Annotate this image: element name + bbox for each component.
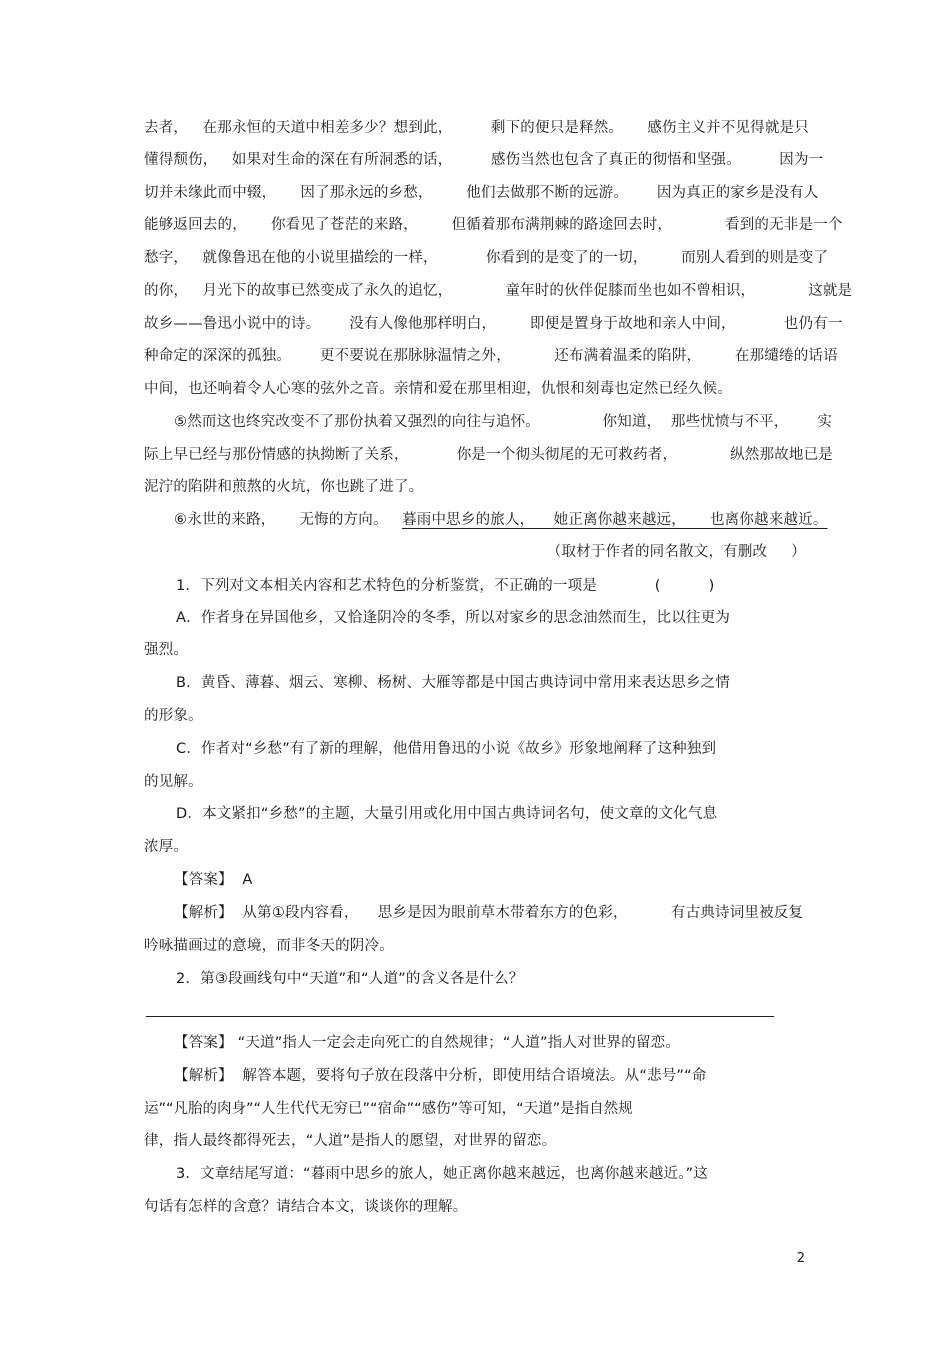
passage-line: 切并未缘此而中辍， 因了那永远的乡愁， 他们去做那不断的远游。 因为真正的家乡是没有人	[144, 185, 819, 201]
passage-line: 种命定的深深的孤独。 更不要说在那脉脉温情之外， 还布满着温柔的陷阱， 在那缱绻的话语	[144, 348, 838, 364]
analysis-1-cont: 吟咏描画过的意境，而非冬天的阴冷。	[144, 938, 394, 954]
paragraph-5-line: 际上早已经与那份情感的执拗断了关系， 你是一个彻头彻尾的无可救药者， 纵然那故地已是	[144, 447, 833, 463]
answer-blank-line	[146, 1016, 774, 1017]
page-number: 2	[796, 1251, 805, 1266]
source-note: （取材于作者的同名散文，有删改 ）	[546, 544, 806, 560]
option-a: A．作者身在异国他乡，又恰逢阴冷的冬季，所以对家乡的思念油然而生，比以往更为	[176, 610, 731, 626]
question-3-stem-cont: 句话有怎样的含意？请结合本文，谈谈你的理解。	[144, 1199, 468, 1215]
passage-line: 去者， 在那永恒的天道中相差多少？想到此， 剩下的便只是释然。 感伤主义并不见得就是只	[144, 120, 809, 136]
answer-2: 【答案】 “天道”指人一定会走向死亡的自然规律；“人道”指人对世界的留恋。	[174, 1035, 681, 1051]
answer-1: 【答案】 A	[174, 872, 253, 888]
option-a-cont: 强烈。	[144, 642, 189, 658]
analysis-2: 【解析】 解答本题，要将句子放在段落中分析，即使用结合语境法。从“悲号”“命	[174, 1068, 707, 1084]
paragraph-5-line: ⑤然而这也终究改变不了那份执着又强烈的向往与追怀。 你知道， 那些忧愤与不平， 实	[174, 414, 833, 430]
question-3-stem: 3．文章结尾写道：“暮雨中思乡的旅人，她正离你越来越远，也离你越来越近。”这	[176, 1166, 709, 1182]
paragraph-6-text: ⑥永世的来路， 无悔的方向。	[174, 512, 403, 528]
option-b-cont: 的形象。	[144, 708, 203, 724]
analysis-2-cont: 律，指人最终都得死去，“人道”是指人的愿望，对世界的留恋。	[144, 1133, 557, 1149]
passage-line: 能够返回去的， 你看见了苍茫的来路， 但循着那布满荆棘的路途回去时， 看到的无非是一个	[144, 217, 843, 233]
passage-line: 懂得颓伤， 如果对生命的深在有所洞悉的话， 感伤当然也包含了真正的彻悟和坚强。 因为一	[144, 152, 824, 168]
passage-line: 愁字， 就像鲁迅在他的小说里描绘的一样， 你看到的是变了的一切， 而别人看到的则是变了	[144, 250, 829, 266]
analysis-1: 【解析】 从第①段内容看， 思乡是因为眼前草木带着东方的色彩， 有古典诗词里被反复	[174, 905, 804, 921]
option-c: C．作者对“乡愁”有了新的理解，他借用鲁迅的小说《故乡》形象地阐释了这种独到	[176, 741, 717, 757]
passage-line: 的你， 月光下的故事已然变成了永久的追忆， 童年时的伙伴促膝而坐也如不曾相识， 这就是	[144, 283, 853, 299]
analysis-2-cont: 运”“凡胎的肉身”“人生代代无穷已”“宿命”“感伤”等可知，“天道”是指自然规	[144, 1101, 633, 1117]
question-2-stem: 2．第③段画线句中“天道”和“人道”的含义各是什么？	[176, 971, 524, 987]
paragraph-6	[174, 510, 836, 530]
underlined-sentence: 暮雨中思乡的旅人， 她正离你越来越远， 也离你越来越近。	[402, 512, 828, 528]
option-c-cont: 的见解。	[144, 774, 203, 790]
option-d: D．本文紧扣“乡愁”的主题，大量引用或化用中国古典诗词名句，使文章的文化气息	[176, 806, 718, 822]
option-b: B．黄昏、薄暮、烟云、寒柳、杨树、大雁等都是中国古典诗词中常用来表达思乡之情	[176, 675, 731, 691]
paragraph-5-line: 泥泞的陷阱和煎熬的火坑，你也跳了进了。	[144, 479, 424, 495]
question-1-stem: 1．下列对文本相关内容和艺术特色的分析鉴赏，不正确的一项是 ( )	[176, 578, 715, 594]
passage-line: 中间，也还响着令人心寒的弦外之音。亲情和爱在那里相迎，仇恨和刻毒也定然已经久候。	[144, 381, 732, 397]
option-d-cont: 浓厚。	[144, 839, 189, 855]
passage-line: 故乡——鲁迅小说中的诗。 没有人像他那样明白， 即便是置身于故地和亲人中间， 也仍有一	[144, 316, 843, 332]
